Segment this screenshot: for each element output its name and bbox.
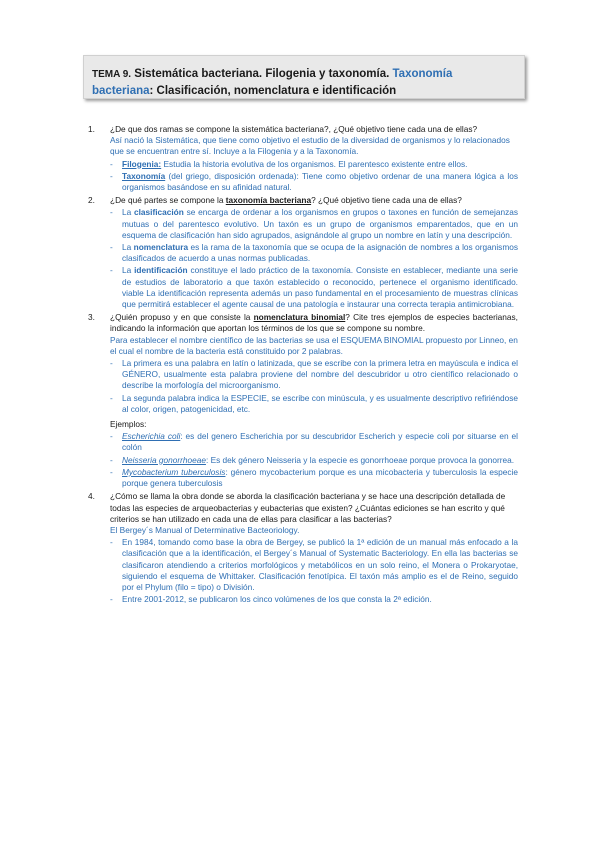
answer-paragraph: Para establecer el nombre científico de las bacterias se usa el ESQUEMA BINOMIAL propuesto por Linneo, en el cual el nombre de la bacteria está constituido por 2 palabras. (110, 334, 518, 356)
question-text: ¿De que dos ramas se compone la sistemática bacteriana?, ¿Qué objetivo tiene cada una de ellas? (110, 124, 478, 134)
list-item: - Filogenia: Estudia la historia evolutiva de los organismos. El parentesco existente entre ellos. (110, 158, 468, 169)
list-item: - La clasificación se encarga de ordenar a los organismos en grupos o taxones en función de semejanzas mutuas o del parentesco evolutivo. Un taxón es un grupo de organismos emparentados, que en un esquema de clasificación han sido agrupados, asignándole al grupo un nombre en latín y una descripción. (110, 207, 518, 240)
list-item: - La primera es una palabra en latín o latinizada, que se escribe con la primera letra en mayúscula e indica el GÉNERO, usualmente esta palabra proviene del nombre del descubridor u otro científico relacionado o describe la morfología del microorganismo. (110, 358, 518, 391)
question-2 (88, 195, 518, 206)
topic-subtitle-highlight: Taxonomía bacteriana (92, 68, 453, 97)
term: Filogenia: (122, 158, 162, 169)
question-text: ¿Quién propuso y en que consiste la nomenclatura binomial? Cite tres ejemplos de especies bacterianas, indicando la información que aportan los términos de los que se compone su nombre. (110, 312, 518, 334)
question-number: 1. (88, 124, 95, 134)
examples-label: Ejemplos: (110, 419, 147, 430)
question-text: ¿Cómo se llama la obra donde se aborda la clasificación bacteriana y se hace una descripción detallada de todas las especies de arqueobacterias y eubacterias que existen? ¿Cuántas ediciones se han escrito y qué criterios se han utilizado en cada una de ellas para clasificar a las bacterias? (110, 491, 506, 524)
question-text: ¿De qué partes se compone la taxonomía bacteriana? ¿Qué objetivo tiene cada una de ellas? (110, 195, 462, 206)
topic-label: TEMA 9. (92, 69, 132, 80)
list-item: - Entre 2001-2012, se publicaron los cinco volúmenes de los que consta la 2ª edición. (110, 594, 432, 605)
question-number: 4. (88, 491, 95, 502)
list-item: - La segunda palabra indica la ESPECIE, se escribe con minúscula, y es usualmente descriptivo refiriéndose al color, origen, patogenicidad, etc. (110, 392, 518, 414)
title-box (83, 55, 525, 99)
topic-title: Sistemática bacteriana. Filogenia y taxonomía. (134, 68, 390, 80)
question-1 (88, 124, 518, 135)
term: Taxonomía (122, 170, 166, 181)
question-4 (88, 491, 518, 525)
example-item: - Mycobacterium tuberculosis: género mycobacterium porque es una micobacteria y tuberculosis la especie porque genera tuberculosis (110, 466, 518, 489)
list-item: - En 1984, tomando como base la obra de Bergey, se publicó la 1ª edición de un manual más enfocado a la clasificación que a la identificación, el Bergey´s Manual of Systematic Bacteriology. En ella las bacterias se clasificaron atendiendo a criterios morfológicos y metabólicos en un solo reino, el Monera o Prokaryotae, siguiendo el esquema de Whittaker. Clasificación fenotípica. El taxón más amplio es el de Reino, seguido por el Phylum (filo = tipo) o División. (110, 537, 518, 592)
document-body (88, 122, 518, 605)
example-item: - Escherichia coli: es del genero Escherichia por su descubridor Escherich y especie coli por situarse en el colón (110, 431, 518, 453)
question-3 (88, 312, 518, 334)
answer-paragraph: El Bergey´s Manual of Determinative Bacteoriology. (110, 524, 300, 535)
answer-paragraph: Así nació la Sistemática, que tiene como objetivo el estudio de la diversidad de organismos y lo relacionados que se encuentran entre sí. Incluye a la Filogenia y a la Taxonomía. (110, 135, 510, 157)
question-number: 3. (88, 312, 95, 323)
list-item: - La identificación constituye el lado práctico de la taxonomía. Consiste en establecer, mediante una serie de estudios de laboratorio a que taxón establecido o reconocido, pertenece el organismo identificado. viable La identificación representa además un paso fundamental en el procesamiento de muestras clínicas que permitirá establecer el agente causal de una patología e instaurar una correcta terapia antimicrobiana. (110, 265, 518, 310)
list-item: - Taxonomía (del griego, disposición ordenada): Tiene como objetivo ordenar de una manera lógica a los organismos basándose en su afinidad natural. (110, 170, 518, 193)
list-item: - La nomenclatura es la rama de la taxonomía que se ocupa de la asignación de nombres a los organismos clasificados de acuerdo a unas normas publicadas. (110, 242, 518, 264)
topic-subtitle: : Clasificación, nomenclatura e identificación (149, 85, 397, 97)
example-item: - Neisseria gonorrhoeae: Es dek género Neisseria y la especie es gonorrhoeae porque provoca la gonorrea. (110, 454, 515, 465)
question-number: 2. (88, 195, 95, 206)
